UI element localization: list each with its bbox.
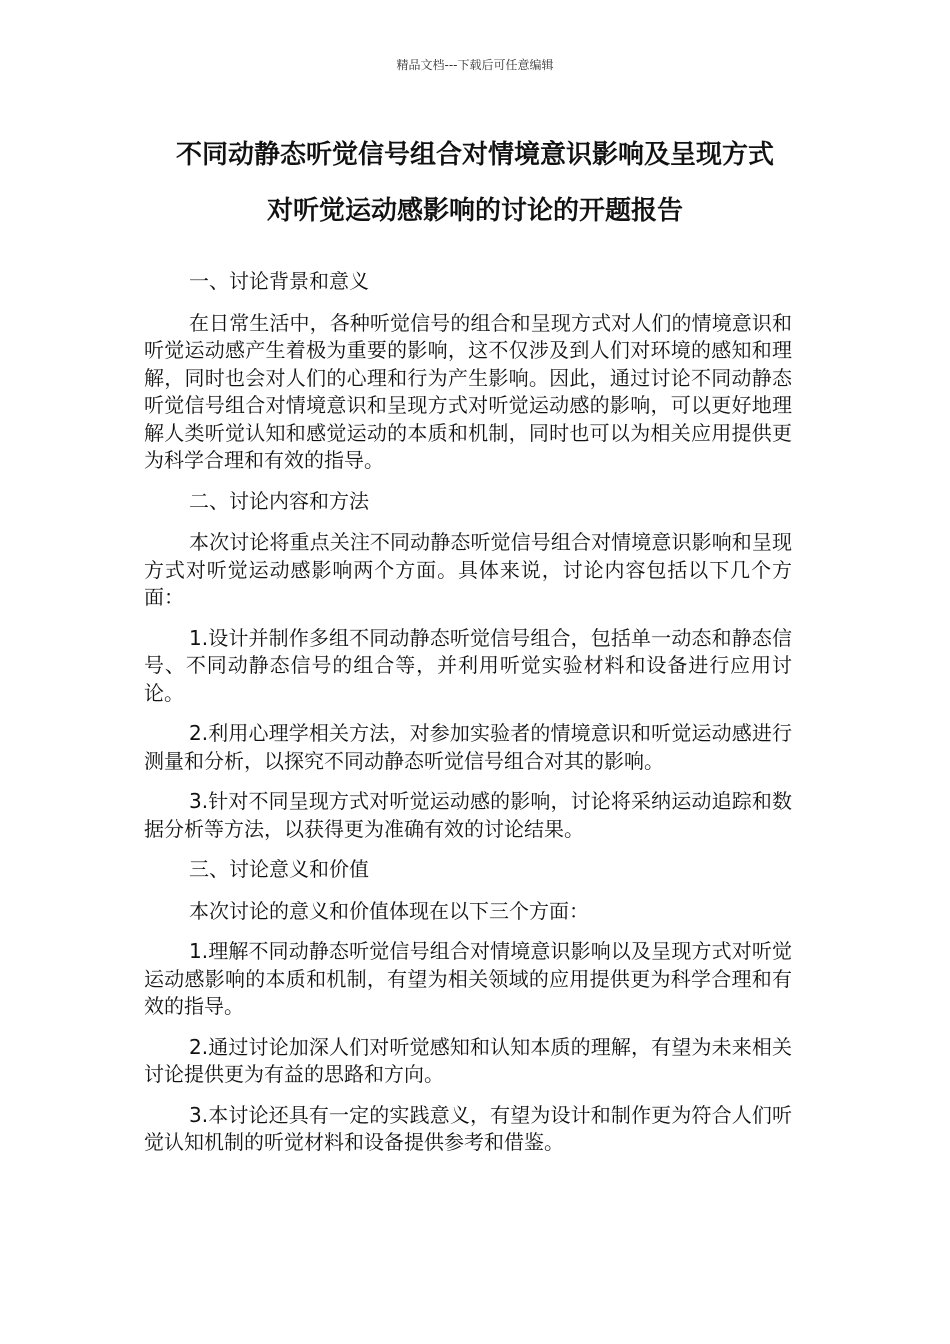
paragraph-content-item-1: 1.设计并制作多组不同动静态听觉信号组合，包括单一动态和静态信号、不同动静态信号的组合等，并利用听觉实验材料和设备进行应用讨论。	[144, 625, 792, 705]
paragraph-background: 在日常生活中，各种听觉信号的组合和呈现方式对人们的情境意识和听觉运动感产生着极为重要的影响，这不仅涉及到人们对环境的感知和理解，同时也会对人们的心理和行为产生影响。因此，通过讨论不同动静态听觉信号组合对情境意识和呈现方式对听觉运动感的影响，可以更好地理解人类听觉认知和感觉运动的本质和机制，同时也可以为相关应用提供更为科学合理和有效的指导。	[144, 310, 792, 472]
document-title-line-1: 不同动静态听觉信号组合对情境意识影响及呈现方式	[175, 140, 774, 170]
section-heading-content-method: 二、讨论内容和方法	[189, 488, 369, 513]
document-body	[144, 268, 792, 1170]
document-title-line-2: 对听觉运动感影响的讨论的开题报告	[266, 196, 683, 226]
paragraph-content-intro: 本次讨论将重点关注不同动静态听觉信号组合对情境意识影响和呈现方式对听觉运动感影响两个方面。具体来说，讨论内容包括以下几个方面：	[144, 530, 792, 609]
section-heading-significance: 三、讨论意义和价值	[189, 857, 369, 881]
section-heading-background: 一、讨论背景和意义	[189, 269, 369, 293]
paragraph-significance-item-1: 1.理解不同动静态听觉信号组合对情境意识影响以及呈现方式对听觉运动感影响的本质和机制，有望为相关领域的应用提供更为科学合理和有效的指导。	[144, 939, 792, 1018]
paragraph-content-item-2: 2.利用心理学相关方法，对参加实验者的情境意识和听觉运动感进行测量和分析，以探究不同动静态听觉信号组合对其的影响。	[144, 721, 792, 773]
paragraph-significance-item-3: 3.本讨论还具有一定的实践意义，有望为设计和制作更为符合人们听觉认知机制的听觉材料和设备提供参考和借鉴。	[144, 1102, 792, 1154]
paragraph-content-item-3: 3.针对不同呈现方式对听觉运动感的影响，讨论将采纳运动追踪和数据分析等方法，以获得更为准确有效的讨论结果。	[144, 789, 792, 841]
paragraph-significance-intro: 本次讨论的意义和价值体现在以下三个方面：	[189, 898, 589, 923]
paragraph-significance-item-2: 2.通过讨论加深人们对听觉感知和认知本质的理解，有望为未来相关讨论提供更为有益的思路和方向。	[144, 1034, 792, 1086]
header-note: 精品文档---下载后可任意编辑	[396, 58, 554, 72]
